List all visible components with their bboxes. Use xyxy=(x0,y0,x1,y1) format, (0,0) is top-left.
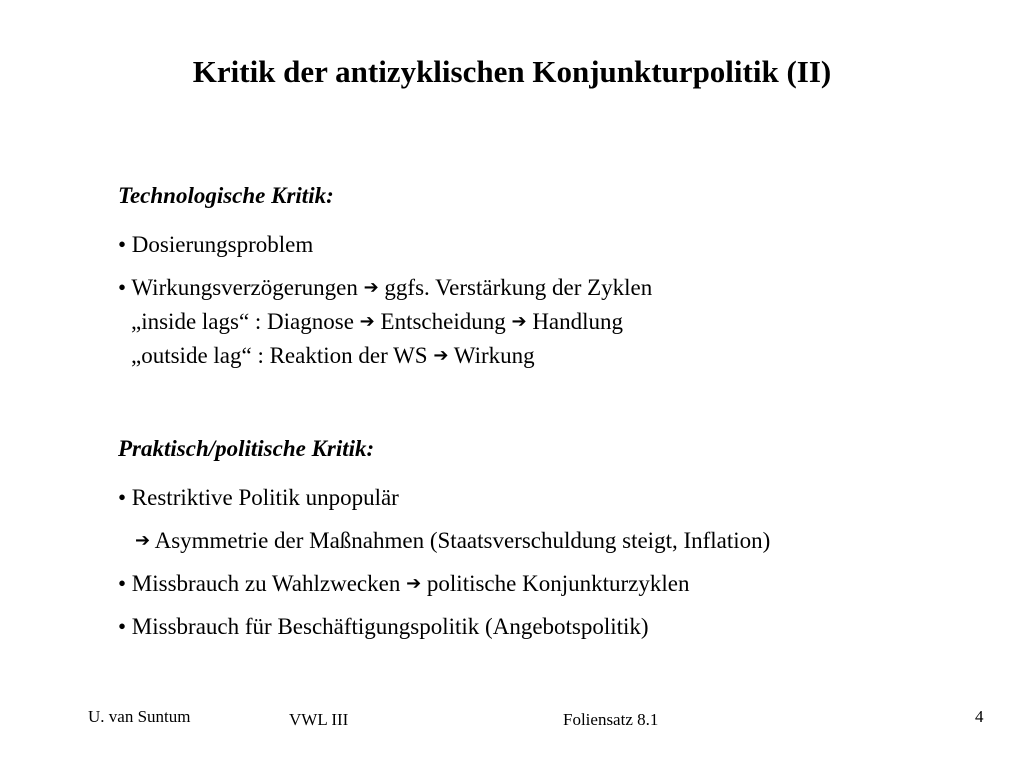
outside-lag-step-wirkung: Wirkung xyxy=(453,343,535,368)
bullet-wirkungsverzoegerungen xyxy=(118,273,652,305)
bullet-wirkungsverzoegerungen-text: • Wirkungsverzögerungen xyxy=(118,275,358,300)
consequence-asymmetrie-text: Asymmetrie der Maßnahmen (Staatsverschuldung steigt, Inflation) xyxy=(154,528,771,553)
consequence-asymmetrie xyxy=(135,526,770,558)
section-heading-political: Praktisch/politische Kritik: xyxy=(118,436,375,461)
right-arrow-icon: ➔ xyxy=(406,573,422,594)
inside-lags-line xyxy=(131,307,623,339)
bullet-restriktive-politik: • Restriktive Politik unpopulär xyxy=(118,485,399,510)
right-arrow-icon: ➔ xyxy=(135,530,151,551)
outside-lag-label: „outside lag“ : Reaktion der WS xyxy=(131,343,428,368)
footer-page-number: 4 xyxy=(975,707,984,726)
bullet-dosierungsproblem: • Dosierungsproblem xyxy=(118,232,314,257)
inside-lags-step-handlung: Handlung xyxy=(532,309,624,334)
bullet-missbrauch-wahlzwecke-text: • Missbrauch zu Wahlzwecken xyxy=(118,571,401,596)
right-arrow-icon: ➔ xyxy=(363,277,379,298)
footer-author: U. van Suntum xyxy=(88,707,191,726)
inside-lags-label: „inside lags“ : Diagnose xyxy=(131,309,354,334)
outside-lag-line xyxy=(131,341,535,373)
inside-lags-step-entscheidung: Entscheidung xyxy=(380,309,506,334)
section-heading-technological: Technologische Kritik: xyxy=(118,183,334,208)
bullet-missbrauch-wahlzwecke xyxy=(118,569,689,601)
bullet-missbrauch-beschaeftigung: • Missbrauch für Beschäftigungspolitik (Angebotspolitik) xyxy=(118,614,649,639)
right-arrow-icon: ➔ xyxy=(433,345,449,366)
right-arrow-icon: ➔ xyxy=(359,311,375,332)
slide-title: Kritik der antizyklischen Konjunkturpolitik (II) xyxy=(192,54,832,89)
bullet-missbrauch-wahlzwecke-consequence: politische Konjunkturzyklen xyxy=(426,571,690,596)
footer-course: VWL III xyxy=(289,710,349,729)
bullet-wirkungsverzoegerungen-consequence: ggfs. Verstärkung der Zyklen xyxy=(384,275,653,300)
right-arrow-icon: ➔ xyxy=(511,311,527,332)
footer-slideset: Foliensatz 8.1 xyxy=(563,710,659,729)
